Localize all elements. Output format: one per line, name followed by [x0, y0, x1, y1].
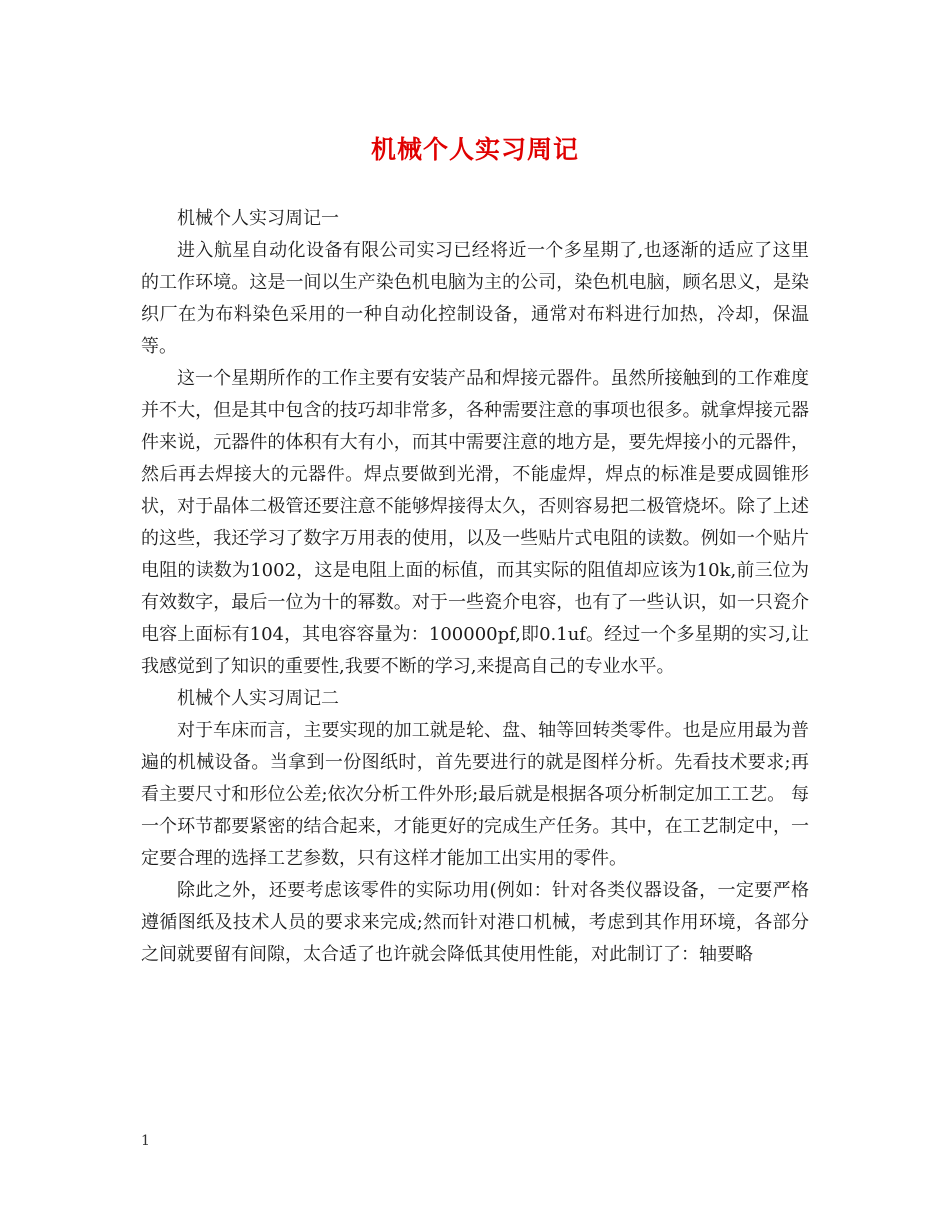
section-heading-1: 机械个人实习周记一	[177, 208, 339, 229]
body-paragraph: 进入航星自动化设备有限公司实习已经将近一个多星期了,也逐渐的适应了这里的工作环境。这是一间以生产染色机电脑为主的公司，染色机电脑，顾名思义，是染织厂在为布料染色采用的一种自动化控制设备，通常对布料进行加热，冷却，保温等。	[141, 240, 809, 357]
body-paragraph: 对于车床而言，主要实现的加工就是轮、盘、轴等回转类零件。也是应用最为普遍的机械设备。当拿到一份图纸时，首先要进行的就是图样分析。先看技术要求;再看主要尺寸和形位公差;依次分析工件外形;最后就是根据各项分析制定加工工艺。 每一个环节都要紧密的结合起来，才能更好的完成生产任务。其中，在工艺制定中，一定要合理的选择工艺参数，只有这样才能加工出实用的零件。	[141, 720, 809, 869]
document-title: 机械个人实习周记	[370, 135, 579, 164]
page-number: 1	[141, 1133, 150, 1149]
section-heading-2: 机械个人实习周记二	[177, 688, 339, 709]
body-paragraph: 这一个星期所作的工作主要有安装产品和焊接元器件。虽然所接触到的工作难度并不大，但是其中包含的技巧却非常多，各种需要注意的事项也很多。就拿焊接元器件来说，元器件的体积有大有小，而其中需要注意的地方是，要先焊接小的元器件，然后再去焊接大的元器件。焊点要做到光滑，不能虚焊，焊点的标准是要成圆锥形状，对于晶体二极管还要注意不能够焊接得太久，否则容易把二极管烧坏。除了上述的这些，我还学习了数字万用表的使用，以及一些贴片式电阻的读数。例如一个贴片电阻的读数为1002，这是电阻上面的标值，而其实际的阻值却应该为10k,前三位为有效数字，最后一位为十的幂数。对于一些瓷介电容，也有了一些认识，如一只瓷介电容上面标有104，其电容容量为：100000pf,即0.1uf。经过一个多星期的实习,让我感觉到了知识的重要性,我要不断的学习,来提高自己的专业水平。	[141, 368, 809, 677]
body-paragraph: 除此之外，还要考虑该零件的实际功用(例如：针对各类仪器设备，一定要严格遵循图纸及技术人员的要求来完成;然而针对港口机械，考虑到其作用环境，各部分之间就要留有间隙，太合适了也许就会降低其使用性能，对此制订了：轴要略	[141, 880, 809, 965]
document-body	[141, 203, 809, 971]
